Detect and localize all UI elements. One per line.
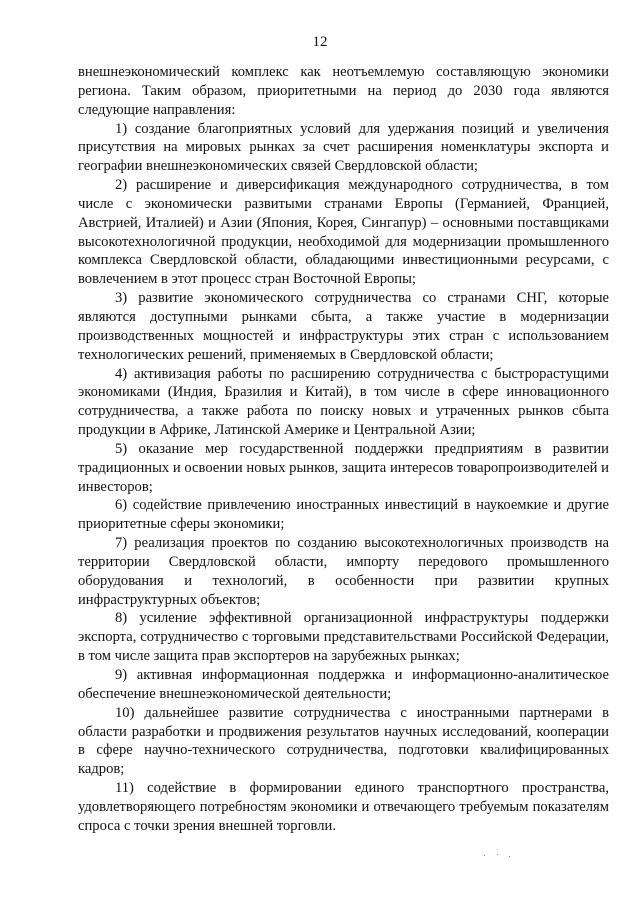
- intro-paragraph: внешнеэкономический комплекс как неотъемлемую составляющую экономики региона. Таким образом, приоритетными на период до 2030 года являются следующие направления:: [78, 64, 609, 118]
- page-number: 12: [312, 34, 328, 50]
- list-item: 2) расширение и диверсификация международного сотрудничества, в том числе с экономически развитыми странами Европы (Германией, Францией, Австрией, Италией) и Азии (Япония, Корея, Сингапур) – основными поставщиками высокотехнологичной продукции, необходимой для модернизации промышленного комплекса Свердловской области, обладающими инвестиционными ресурсами, с вовлечением в этот процесс стран Восточной Европы;: [78, 177, 609, 288]
- list-item: 8) усиление эффективной организационной инфраструктуры поддержки экспорта, сотрудничество с торговыми представительствами Российской Федерации, в том числе защита прав экспортеров на зарубежных рынках;: [78, 610, 609, 665]
- list-item: 6) содействие привлечению иностранных инвестиций в наукоемкие и другие приоритетные сферы экономики;: [78, 497, 609, 533]
- list-item: 5) оказание мер государственной поддержки предприятиям в развитии традиционных и освоении новых рынков, защита интересов товаропроизводителей и инвесторов;: [78, 440, 609, 495]
- list-item: 3) развитие экономического сотрудничества со странами СНГ, которые являются доступными рынками сбыта, а также участие в модернизации производственных мощностей и инфраструктуры этих стран с использованием технологических решений, применяемых в Свердловской области;: [78, 290, 609, 363]
- body-text: [78, 63, 609, 836]
- list-item: 10) дальнейшее развитие сотрудничества с иностранными партнерами в области разработки и продвижения результатов научных исследований, кооперации в сфере научно-технического сотрудничества, подготовки квалифицированных кадров;: [78, 704, 609, 778]
- list-item: 11) содействие в формировании единого транспортного пространства, удовлетворяющего потребностям экономики и отвечающего требуемым показателям спроса с точки зрения внешней торговли.: [78, 780, 609, 834]
- list-item: 7) реализация проектов по созданию высокотехнологичных производств на территории Свердловской области, импорту передового промышленного оборудования и технологий, в особенности при развитии крупных инфраструктурных объектов;: [78, 535, 609, 608]
- list-item: 1) создание благоприятных условий для удержания позиций и увеличения присутствия на мировых рынках за счет расширения номенклатуры экспорта и географии внешнеэкономических связей Свердловской области;: [78, 120, 609, 175]
- list-item: 9) активная информационная поддержка и информационно-аналитическое обеспечение внешнеэкономической деятельности;: [78, 667, 609, 702]
- list-item: 4) активизация работы по расширению сотрудничества с быстрорастущими экономиками (Индия, Бразилия и Китай), в том числе в сфере инновационного сотрудничества, а также работа по поиску новых и утраченных рынков сбыта продукции в Африке, Латинской Америке и Центральной Азии;: [78, 365, 609, 439]
- scan-specks: [482, 852, 512, 858]
